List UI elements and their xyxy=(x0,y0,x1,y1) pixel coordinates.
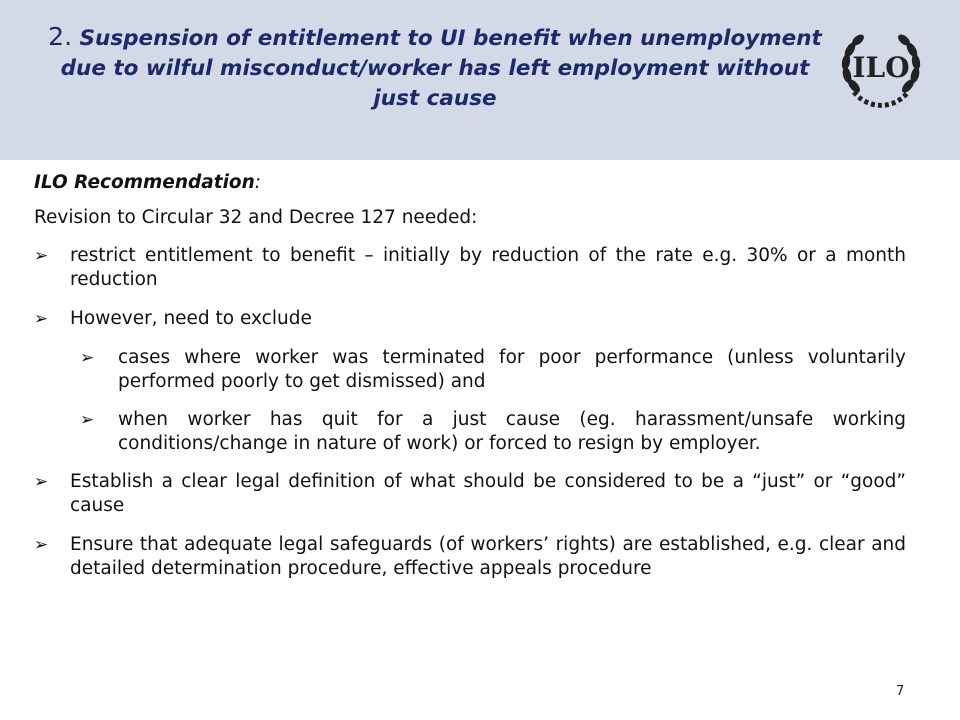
list-item xyxy=(34,307,906,331)
ilo-logo-text: ILO xyxy=(852,51,910,84)
sub-list-item xyxy=(34,346,906,394)
slide-header xyxy=(0,0,960,160)
list-item-text: However, need to exclude xyxy=(70,308,312,329)
sub-list-item xyxy=(34,408,906,456)
arrow-bullet-icon: ➢ xyxy=(34,246,49,266)
list-item-text: Establish a clear legal definition of what should be considered to be a “just” or “good” cause xyxy=(70,471,906,516)
list-item xyxy=(34,533,906,581)
arrow-bullet-icon: ➢ xyxy=(34,309,49,329)
ilo-logo xyxy=(836,22,926,112)
sub-list-item-text: cases where worker was terminated for poor performance (unless voluntarily performed poorly to get dismissed) and xyxy=(118,347,906,392)
recommendation-heading xyxy=(34,171,906,195)
list-item-text: Ensure that adequate legal safeguards (of workers’ rights) are established, e.g. clear and detailed determination procedure, effective appeals procedure xyxy=(70,534,906,579)
arrow-bullet-icon: ➢ xyxy=(80,410,95,430)
slide-title-text: Suspension of entitlement to UI benefit when unemployment due to wilful misconduct/worker has left employment without just cause xyxy=(60,26,822,111)
list-item-text: restrict entitlement to benefit – initially by reduction of the rate e.g. 30% or a month reduction xyxy=(70,245,906,290)
recommendation-label: ILO Recommendation xyxy=(34,172,255,193)
arrow-bullet-icon: ➢ xyxy=(80,348,95,368)
recommendation-colon: : xyxy=(254,172,262,193)
arrow-bullet-icon: ➢ xyxy=(34,535,49,555)
slide-number: 2. xyxy=(48,22,73,51)
slide-body xyxy=(34,165,906,581)
slide-title xyxy=(40,22,830,114)
list-item xyxy=(34,244,906,292)
list-item xyxy=(34,470,906,518)
page-number: 7 xyxy=(896,684,905,699)
arrow-bullet-icon: ➢ xyxy=(34,472,49,492)
sub-list-item-text: when worker has quit for a just cause (eg. harassment/unsafe working conditions/change in nature of work) or forced to resign by employer. xyxy=(118,409,906,454)
revision-line: Revision to Circular 32 and Decree 127 needed: xyxy=(34,207,478,228)
